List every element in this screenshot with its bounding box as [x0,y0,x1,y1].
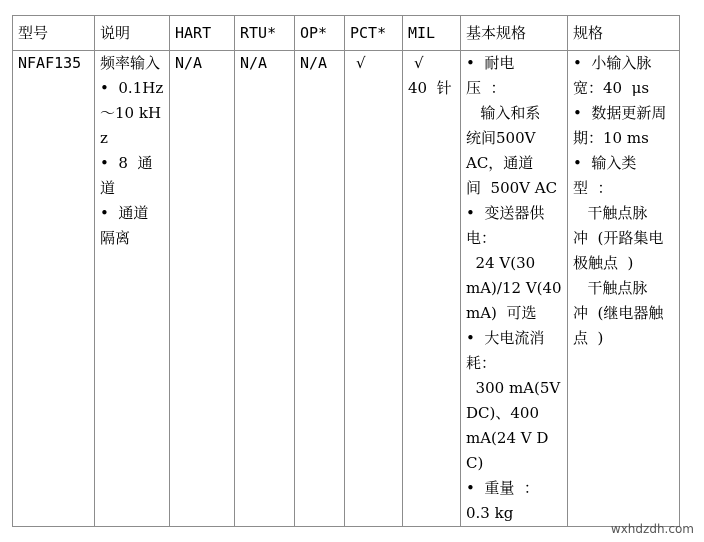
spec-line: 型 ： [573,179,613,197]
basic-spec-line: • 重量 ： [466,479,539,497]
spec-line: 宽：40 μs [573,79,650,97]
header-spec: 规格 [568,16,680,51]
header-pct: PCT* [345,16,403,51]
cell-spec [568,51,680,527]
description-line: ～10 kHz [100,104,162,147]
description-line: 频率输入 [100,54,161,72]
basic-spec-line: 间 500V AC [466,179,558,197]
cell-description [95,51,170,527]
header-rtu: RTU* [235,16,295,51]
basic-spec-line: DC)、400 [466,404,539,422]
cell-basic-spec [461,51,568,527]
cell-hart: N/A [170,51,235,527]
cell-op: N/A [295,51,345,527]
spec-line: • 小输入脉 [573,54,652,72]
spec-line: • 数据更新周 [573,104,667,122]
header-op: OP* [295,16,345,51]
description-line: • 0.1Hz [100,79,164,97]
spec-line: 冲 (继电器触 [573,304,664,322]
watermark: wxhdzdh.com [610,522,694,536]
check-mark-icon: √ [414,54,424,72]
cell-mil [403,51,461,527]
basic-spec-line: 统间500V [466,129,536,147]
spec-table [12,15,680,527]
cell-pct [345,51,403,527]
basic-spec-line: 压 ： [466,79,506,97]
basic-spec-line: mA(24 V DC) [466,429,549,472]
header-basic-spec: 基本规格 [461,16,568,51]
header-mil: MIL [403,16,461,51]
basic-spec-line: 电： [466,229,497,247]
basic-spec-line: 耗： [466,354,497,372]
table-header-row [13,16,680,51]
spec-line: 点 ) [573,329,604,347]
spec-line: 极触点 ) [573,254,634,272]
check-mark-icon: √ [356,54,366,72]
basic-spec-line: • 变送器供 [466,204,545,222]
basic-spec-line: • 大电流消 [466,329,545,347]
basic-spec-line: 24 V(30 [466,254,536,272]
spec-line: • 输入类 [573,154,637,172]
cell-rtu: N/A [235,51,295,527]
table-row [13,51,680,527]
description-line: 隔离 [100,229,131,247]
basic-spec-line: mA) 可选 [466,304,537,322]
basic-spec-line: 0.3 kg [466,504,514,522]
header-model: 型号 [13,16,95,51]
header-hart: HART [170,16,235,51]
basic-spec-line: 300 mA(5V [466,379,561,397]
spec-line: 干触点脉 [573,204,648,222]
basic-spec-line: AC，通道 [466,154,534,172]
mil-pins: 40 针 [408,79,452,97]
spec-line: 期：10 ms [573,129,649,147]
description-line: • 8 通 [100,154,153,172]
header-description: 说明 [95,16,170,51]
spec-line: 冲 (开路集电 [573,229,664,247]
basic-spec-line: 输入和系 [466,104,541,122]
basic-spec-line: • 耐电 [466,54,515,72]
description-line: 道 [100,179,116,197]
description-line: • 通道 [100,204,149,222]
basic-spec-line: mA)/12 V(40 [466,279,562,297]
spec-line: 干触点脉 [573,279,648,297]
cell-model: NFAF135 [13,51,95,527]
